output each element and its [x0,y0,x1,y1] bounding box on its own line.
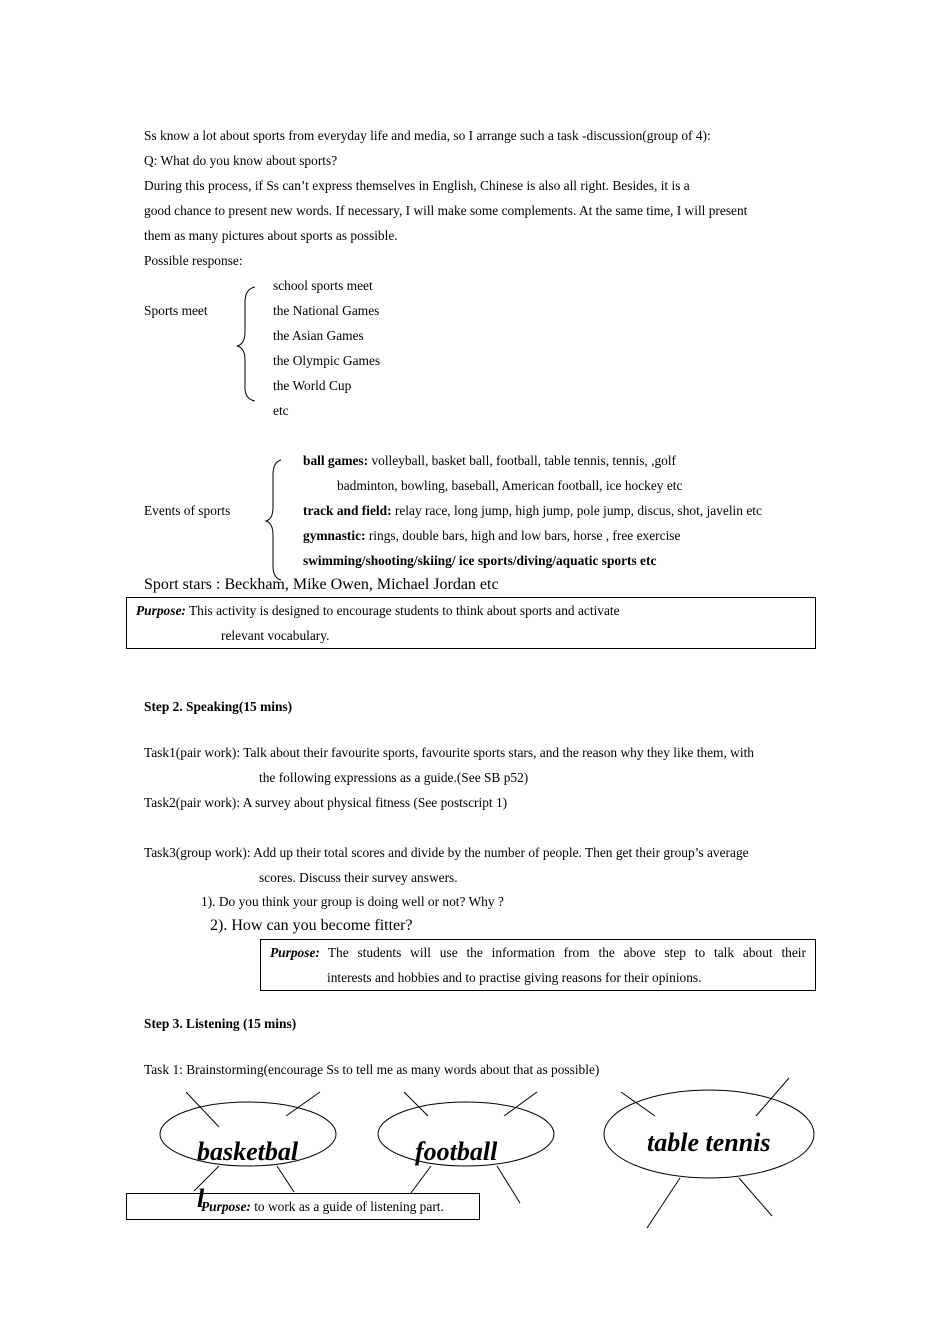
purpose-2-text-2: interests and hobbies and to practise giving reasons for their opinions. [327,970,702,985]
purpose-1-label: Purpose: [136,603,186,618]
sport-stars-line: Sport stars : Beckham, Mike Owen, Michael Jordan etc [144,576,499,593]
gymnastic-label: gymnastic: [303,528,366,543]
intro-question: Q: What do you know about sports? [144,153,338,168]
sports-meet-item: the Olympic Games [273,353,381,368]
step-2-task-3: Task3(group work): Add up their total scores and divide by the number of people. Then get their group’s average [144,845,749,860]
ball-games-line-2: badminton, bowling, baseball, American football, ice hockey etc [337,478,683,493]
ball-games-label: ball games: [303,453,369,468]
events-brace [266,460,281,580]
intro-line-1: Ss know a lot about sports from everyday life and media, so I arrange such a task -discussion(group of 4): [144,128,711,143]
gymnastic-text: rings, double bars, high and low bars, horse , free exercise [365,528,681,543]
step-2-question-2: 2). How can you become fitter? [210,917,413,934]
swimming-line: swimming/shooting/skiing/ ice sports/diving/aquatic sports etc [303,553,657,568]
purpose-1-text: This activity is designed to encourage students to think about sports and activate [185,603,620,618]
step-2-task-1-cont: the following expressions as a guide.(See SB p52) [259,770,529,785]
possible-response-label: Possible response: [144,253,243,268]
purpose-3-label: Purpose: [201,1199,251,1214]
purpose-box-3 [126,1193,480,1220]
purpose-1-text-2: relevant vocabulary. [221,628,330,643]
purpose-2-label: Purpose: [270,945,320,960]
step-2-question-1: 1). Do you think your group is doing well or not? Why ? [201,894,504,909]
step-2-task-1: Task1(pair work): Talk about their favourite sports, favourite sports stars, and the reason why they like them, with [144,745,754,760]
intro-line-3: During this process, if Ss can’t express themselves in English, Chinese is also all right. Besides, it is a [144,178,690,193]
step-2-heading: Step 2. Speaking(15 mins) [144,699,293,714]
football-label: football [415,1137,498,1166]
intro-line-5: them as many pictures about sports as possible. [144,228,398,243]
events-label: Events of sports [144,503,231,518]
basketball-label: basketbal [197,1137,299,1166]
table-tennis-label: table tennis [647,1128,771,1157]
intro-line-4: good chance to present new words. If necessary, I will make some complements. At the same time, I will present [144,203,748,218]
sports-meet-label: Sports meet [144,303,208,318]
purpose-3-text: to work as a guide of listening part. [250,1199,444,1214]
purpose-3-line [201,1198,444,1216]
step-3-task-1: Task 1: Brainstorming(encourage Ss to tell me as many words about that as possible) [144,1062,600,1077]
basketball-label-overflow: l [197,1184,205,1213]
purpose-2-text: The students will use the information from the above step to talk about their [327,945,806,960]
sports-meet-item: the World Cup [273,378,352,393]
ball-games-text: volleyball, basket ball, football, table tennis, tennis, ,golf [368,453,677,468]
step-2-task-3-cont: scores. Discuss their survey answers. [259,870,458,885]
sports-meet-item: the Asian Games [273,328,364,343]
sports-meet-brace [237,287,255,401]
track-field-label: track and field: [303,503,392,518]
step-3-heading: Step 3. Listening (15 mins) [144,1016,297,1031]
sports-meet-item: school sports meet [273,278,373,293]
sports-meet-item: etc [273,403,289,418]
track-field-text: relay race, long jump, high jump, pole jump, discus, shot, javelin etc [391,503,762,518]
step-2-task-2: Task2(pair work): A survey about physical fitness (See postscript 1) [144,795,508,810]
sports-meet-item: the National Games [273,303,380,318]
